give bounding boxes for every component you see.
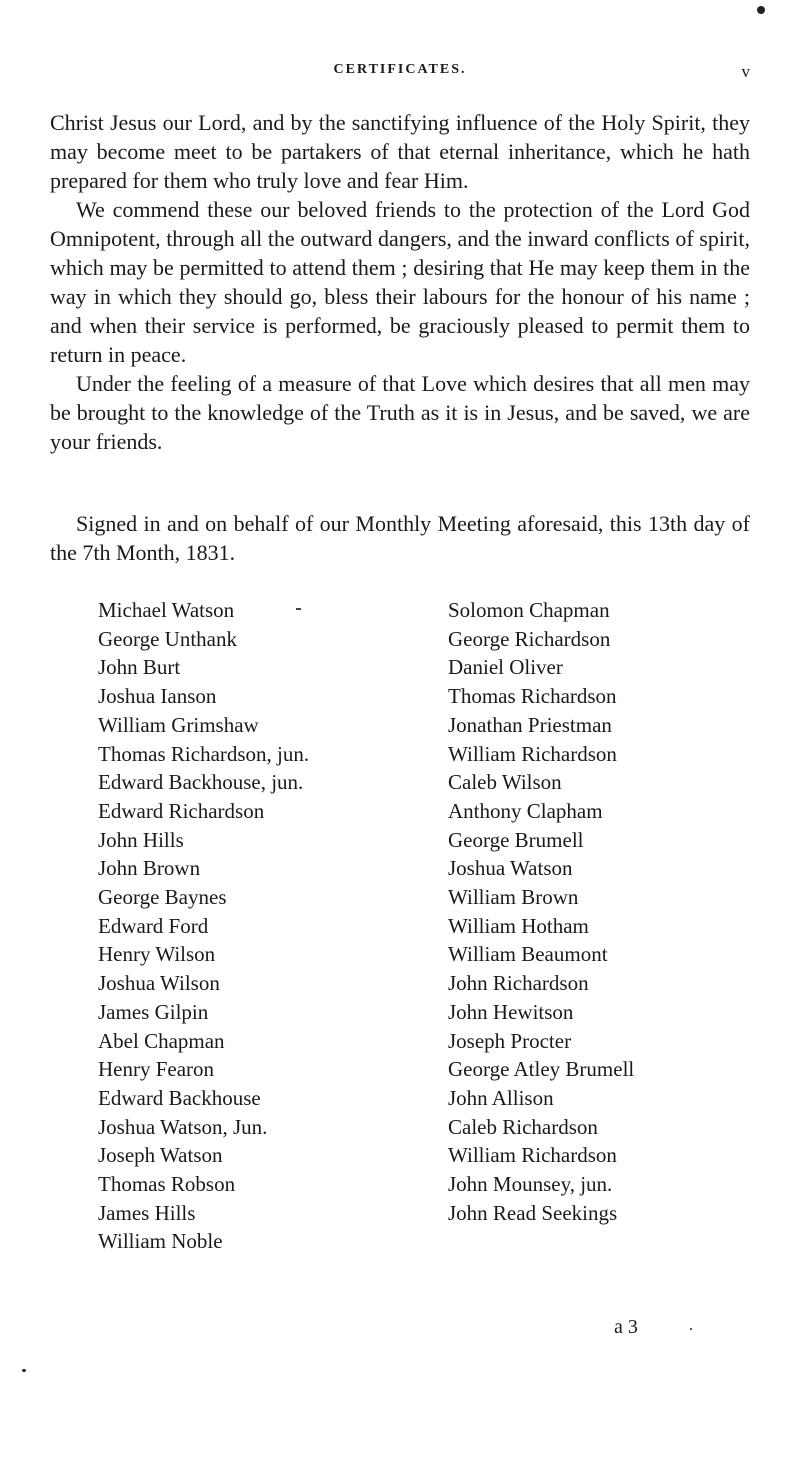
signatory-name: William Grimshaw: [98, 712, 259, 737]
signatory-name: Henry Fearon: [98, 1057, 215, 1082]
signatory-name: Joseph Procter: [448, 1028, 572, 1053]
signatory-name: Abel Chapman: [98, 1028, 225, 1053]
signatory-name: Edward Backhouse, jun.: [98, 770, 304, 795]
signatory-name: George Unthank: [98, 626, 237, 651]
signatory-name: Edward Richardson: [98, 798, 265, 823]
signatory-name: Joshua Watson, Jun.: [98, 1114, 268, 1139]
signatory-name: George Brumell: [448, 827, 584, 852]
signatory-name: George Baynes: [98, 885, 227, 910]
signatory-name: Joshua Wilson: [98, 971, 220, 996]
signatory-name: William Brown: [448, 885, 579, 910]
signatory-name: William Hotham: [448, 913, 589, 938]
signatory-name: James Hills: [98, 1200, 196, 1225]
signatory-name: John Burt: [98, 655, 181, 680]
signatories-left-column: [98, 596, 309, 1256]
signatory-name: Joseph Watson: [98, 1143, 223, 1168]
certificate-body: [50, 108, 750, 456]
signatory-name: Caleb Wilson: [448, 770, 562, 795]
signatory-name: Joshua Ianson: [98, 684, 217, 709]
signatory-name: George Atley Brumell: [448, 1057, 635, 1082]
signatory-name: Thomas Robson: [98, 1172, 236, 1197]
ink-speck: [22, 1369, 26, 1372]
signatory-name: William Beaumont: [448, 942, 608, 967]
signatory-name: Henry Wilson: [98, 942, 216, 967]
ink-speck: [690, 1328, 692, 1330]
signatory-name: John Read Seekings: [448, 1200, 618, 1225]
running-header: [50, 62, 750, 86]
signatory-name: Thomas Richardson, jun.: [98, 741, 310, 766]
signed-statement: Signed in and on behalf of our Monthly Meeting aforesaid, this 13th day of the 7th Month, 1831.: [50, 511, 750, 565]
signatory-name: Edward Ford: [98, 913, 209, 938]
signatory-name: Joshua Watson: [448, 856, 573, 881]
signatory-name: Anthony Clapham: [448, 798, 603, 823]
signatory-name: Daniel Oliver: [448, 655, 563, 680]
signatory-name: John Hills: [98, 827, 184, 852]
signatory-name: Thomas Richardson: [448, 684, 617, 709]
header-title: CERTIFICATES.: [333, 62, 467, 77]
ink-speck: [757, 6, 765, 14]
signatory-name: John Allison: [448, 1085, 554, 1110]
signatory-name: William Noble: [98, 1229, 223, 1254]
signature-mark: a 3: [614, 1316, 638, 1338]
signatory-name: James Gilpin: [98, 999, 209, 1024]
signatory-name: Solomon Chapman: [448, 598, 610, 622]
paragraph: We commend these our beloved friends to the protection of the Lord God Omnipotent, through all the outward dangers, and the inward conflicts of spirit, which may be permitted to attend them ; desiring that He may keep them in the way in which they should go, bless their labours for the honour of his name ; and when their service is performed, be graciously pleased to permit them to return in peace.: [50, 197, 750, 367]
signatory-name: Edward Backhouse: [98, 1085, 261, 1110]
signatory-name: Caleb Richardson: [448, 1114, 598, 1139]
signatory-name: John Brown: [98, 856, 201, 881]
signatory-name: John Mounsey, jun.: [448, 1172, 613, 1197]
signatory-name: George Richardson: [448, 626, 611, 651]
signatory-name: Michael Watson: [98, 598, 235, 622]
signatory-name: Jonathan Priestman: [448, 712, 612, 737]
paragraph: Christ Jesus our Lord, and by the sanctifying influence of the Holy Spirit, they may become meet to be partakers of that eternal inheritance, which he hath prepared for them who truly love and fear Him.: [50, 110, 750, 193]
signatory-name: John Hewitson: [448, 999, 574, 1024]
signatories-right-column: [448, 596, 634, 1227]
signatory-name: John Richardson: [448, 971, 589, 996]
paragraph: Under the feeling of a measure of that Love which desires that all men may be brought to the knowledge of the Truth as it is in Jesus, and be saved, we are your friends.: [50, 371, 750, 454]
signatory-name: William Richardson: [448, 741, 617, 766]
page-number: v: [741, 62, 750, 81]
signatory-name: William Richardson: [448, 1143, 617, 1168]
